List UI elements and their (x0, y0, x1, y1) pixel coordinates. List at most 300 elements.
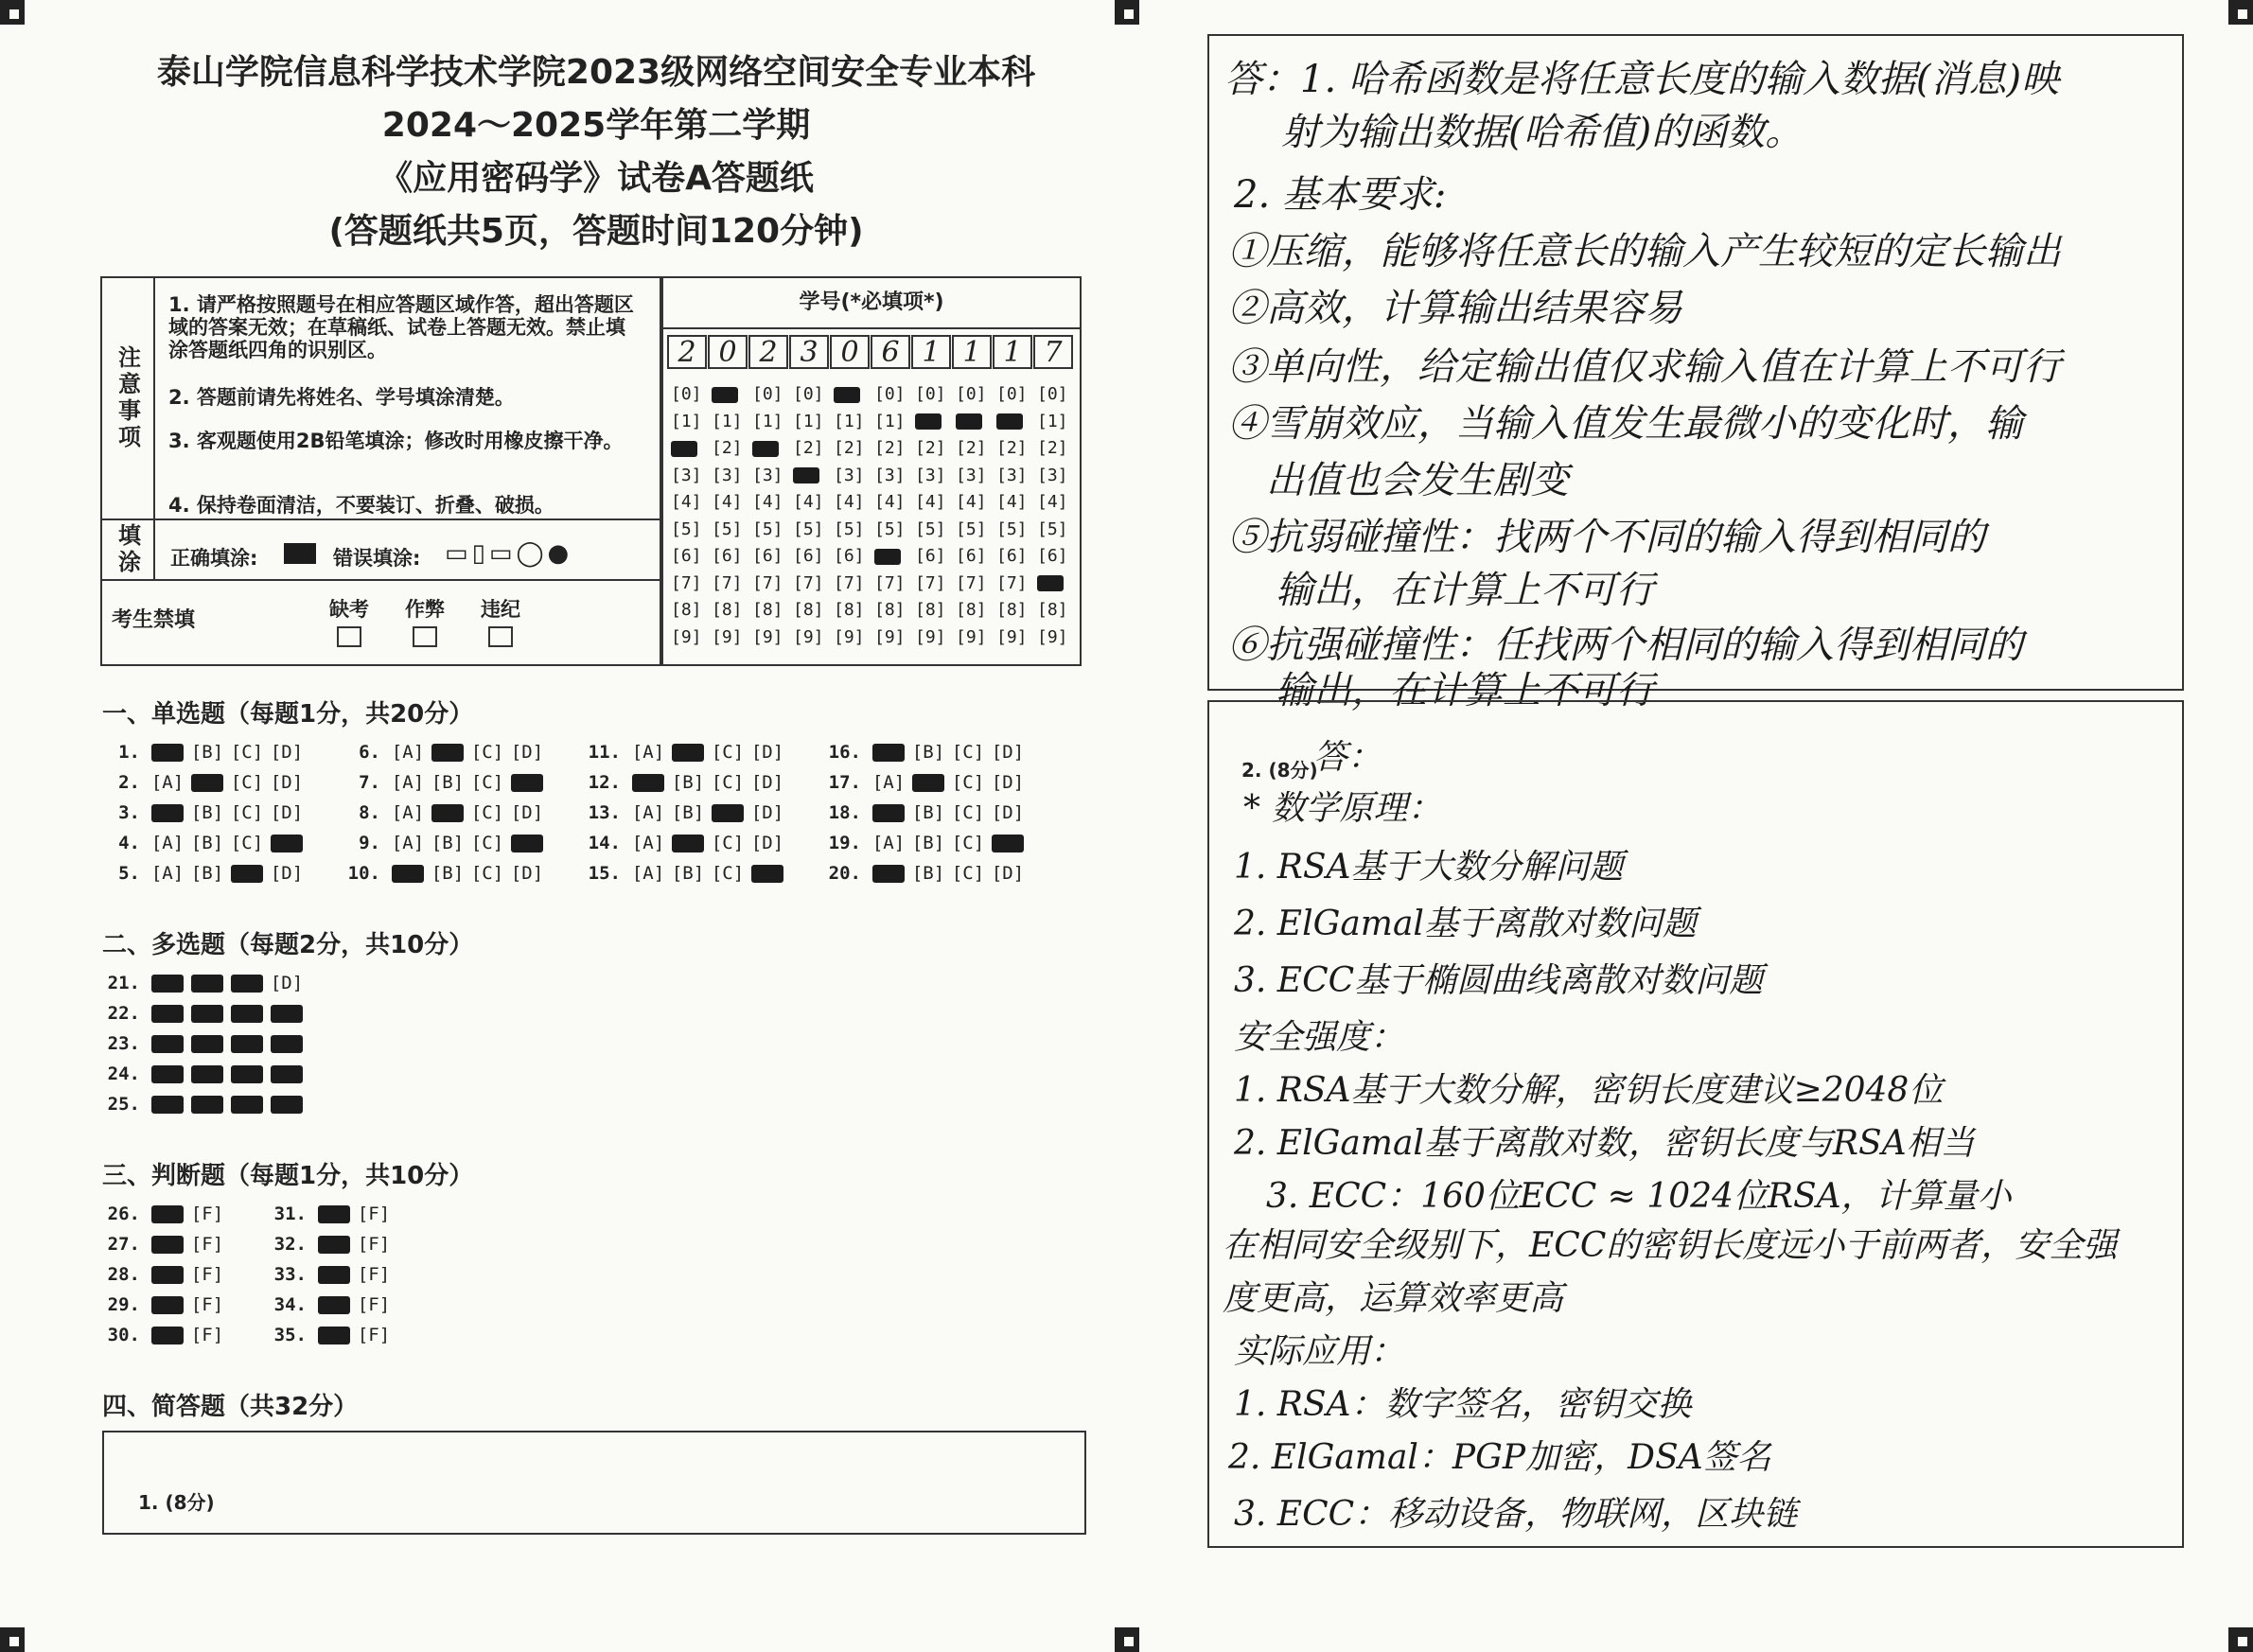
student-id-bubble[interactable]: [4] (834, 492, 865, 512)
answer-bubble[interactable]: [D] (510, 742, 544, 763)
student-id-bubble[interactable]: [7] (671, 572, 702, 593)
student-id-bubble[interactable]: [2] (956, 438, 987, 458)
student-id-bubble[interactable]: [3] (874, 465, 906, 485)
student-id-bubble[interactable]: [7] (752, 572, 783, 593)
answer-bubble[interactable]: [C] (711, 833, 745, 853)
question-number: 3. (118, 802, 140, 823)
forbid-checkbox-cheat[interactable] (413, 626, 437, 647)
answer-bubble-filled[interactable] (148, 1003, 187, 1024)
student-id-bubble[interactable]: [9] (956, 626, 987, 647)
multi-choice-question (91, 1063, 307, 1084)
student-id-bubble-filled[interactable] (752, 438, 793, 458)
answer-bubble-filled[interactable] (314, 1294, 354, 1315)
answer-bubble[interactable]: [D] (510, 802, 544, 823)
answer-bubble-filled[interactable] (148, 802, 187, 823)
single-choice-question (812, 833, 1028, 853)
student-id-bubble[interactable]: [0] (671, 384, 702, 404)
student-id-bubble[interactable]: [5] (671, 518, 702, 539)
answer-bubble[interactable]: [D] (750, 802, 784, 823)
student-id-bubble[interactable]: [0] (996, 384, 1028, 404)
student-id-bubble[interactable]: [4] (1037, 492, 1068, 512)
student-id-digit: 2 (667, 335, 707, 369)
student-id-bubble[interactable]: [6] (956, 546, 987, 566)
answer-bubble[interactable]: [B] (911, 802, 945, 823)
student-id-bubble[interactable]: [8] (712, 600, 743, 620)
student-id-digit: 6 (871, 335, 910, 369)
answer-bubble[interactable]: [C] (470, 772, 504, 793)
student-id-bubble[interactable]: [5] (834, 518, 865, 539)
answer-bubble[interactable]: [A] (631, 863, 665, 884)
answer-box-q2[interactable] (1207, 700, 2184, 1548)
answer-bubble-filled[interactable] (227, 1063, 267, 1084)
answer-bubble[interactable]: [B] (671, 802, 705, 823)
student-id-bubble[interactable]: [6] (915, 546, 946, 566)
student-id-bubble[interactable]: [8] (996, 600, 1028, 620)
answer-bubble[interactable]: [A] (631, 742, 665, 763)
answer-bubble[interactable]: [A] (871, 833, 906, 853)
student-id-bubble[interactable]: [9] (752, 626, 783, 647)
answer-bubble[interactable]: [F] (357, 1325, 391, 1345)
judge-question (257, 1204, 394, 1224)
answer-bubble-filled[interactable] (148, 973, 187, 993)
answer-bubble-filled[interactable] (988, 833, 1028, 853)
student-id-bubble[interactable]: [3] (752, 465, 783, 485)
student-id-bubble[interactable]: [8] (874, 600, 906, 620)
student-id-bubble[interactable]: [7] (874, 572, 906, 593)
fill-label: 填涂 (102, 520, 155, 581)
q1-label: 1. (8分) (138, 1491, 215, 1514)
student-id-bubble-row (671, 600, 1078, 620)
answer-bubble[interactable]: [B] (190, 863, 224, 884)
answer-bubble-filled[interactable] (187, 772, 227, 793)
forbid-option-absent[interactable] (329, 594, 369, 647)
answer-bubble-filled[interactable] (187, 1003, 227, 1024)
answer-bubble-filled[interactable] (628, 772, 668, 793)
answer-bubble[interactable]: [C] (711, 772, 745, 793)
student-id-bubble[interactable]: [5] (752, 518, 783, 539)
answer-q2-line: 3. ECC基于椭圆曲线离散对数问题 (1234, 961, 1764, 1000)
question-number: 30. (107, 1325, 140, 1345)
student-id-bubble[interactable]: [4] (671, 492, 702, 512)
answer-bubble[interactable]: [A] (391, 742, 425, 763)
answer-bubble-filled[interactable] (227, 1094, 267, 1115)
student-id-bubble[interactable]: [4] (956, 492, 987, 512)
answer-bubble[interactable]: [C] (230, 802, 264, 823)
answer-bubble-filled[interactable] (187, 973, 227, 993)
forbid-checkbox-violate[interactable] (488, 626, 513, 647)
student-id-bubble[interactable]: [3] (1037, 465, 1068, 485)
single-choice-question (812, 742, 1028, 763)
answer-bubble[interactable]: [D] (991, 802, 1025, 823)
student-id-digits (667, 335, 1074, 369)
question-number: 9. (359, 833, 380, 853)
student-id-bubble[interactable]: [8] (915, 600, 946, 620)
answer-bubble-filled[interactable] (748, 863, 787, 884)
answer-q1-line: 答：1. 哈希函数是将任意长度的输入数据(消息)映 (1224, 58, 2060, 101)
answer-bubble[interactable]: [B] (431, 863, 465, 884)
student-id-bubble[interactable]: [4] (874, 492, 906, 512)
student-id-bubble[interactable]: [3] (956, 465, 987, 485)
answer-bubble-filled[interactable] (908, 772, 948, 793)
multi-choice-question (91, 973, 307, 993)
answer-bubble[interactable]: [F] (190, 1234, 224, 1255)
answer-bubble-filled[interactable] (267, 1063, 307, 1084)
student-id-bubble[interactable]: [6] (671, 546, 702, 566)
answer-bubble-filled[interactable] (428, 742, 467, 763)
student-id-bubble[interactable]: [4] (712, 492, 743, 512)
student-id-bubble[interactable]: [6] (834, 546, 865, 566)
answer-bubble[interactable]: [D] (270, 742, 304, 763)
student-id-bubble[interactable]: [0] (915, 384, 946, 404)
student-id-bubble[interactable]: [1] (671, 411, 702, 431)
question-number: 29. (107, 1294, 140, 1315)
student-id-bubble[interactable]: [0] (1037, 384, 1068, 404)
question-number: 14. (588, 833, 621, 853)
answer-bubble-filled[interactable] (227, 973, 267, 993)
student-id-bubble[interactable]: [3] (671, 465, 702, 485)
judge-question (91, 1204, 227, 1224)
answer-q2-line: 1. RSA基于大数分解问题 (1234, 848, 1624, 887)
answer-bubble-filled[interactable] (227, 1003, 267, 1024)
answer-bubble[interactable]: [B] (911, 833, 945, 853)
answer-bubble[interactable]: [F] (190, 1204, 224, 1224)
student-id-bubble[interactable]: [8] (793, 600, 824, 620)
answer-bubble[interactable]: [F] (357, 1294, 391, 1315)
student-id-bubble[interactable]: [3] (834, 465, 865, 485)
student-id-bubble-filled[interactable] (915, 412, 956, 431)
student-id-bubble[interactable]: [8] (834, 600, 865, 620)
student-id-bubble[interactable]: [1] (834, 411, 865, 431)
answer-bubble-filled[interactable] (148, 742, 187, 763)
correct-fill-label: 正确填涂: (170, 547, 258, 570)
student-id-bubble[interactable]: [9] (874, 626, 906, 647)
single-choice-question (572, 863, 787, 884)
answer-bubble-filled[interactable] (187, 1094, 227, 1115)
answer-bubble[interactable]: [A] (391, 772, 425, 793)
answer-bubble[interactable]: [F] (190, 1264, 224, 1285)
answer-q1-line: 出值也会发生剧变 (1266, 459, 1569, 502)
answer-bubble-filled[interactable] (187, 1063, 227, 1084)
answer-q1-line: ①压缩，能够将任意长的输入产生较短的定长输出 (1228, 230, 2061, 273)
answer-bubble[interactable]: [C] (470, 833, 504, 853)
student-id-bubble[interactable]: [2] (793, 438, 824, 458)
student-id-bubble-filled[interactable] (996, 412, 1037, 431)
answer-bubble-filled[interactable] (148, 1063, 187, 1084)
answer-bubble-filled[interactable] (668, 833, 708, 853)
answer-bubble[interactable]: [B] (431, 833, 465, 853)
student-id-bubble[interactable]: [8] (956, 600, 987, 620)
answer-bubble-filled[interactable] (148, 1294, 187, 1315)
wrong-fill-samples: ▭▯▭◯● (445, 539, 573, 568)
single-choice-question (812, 772, 1028, 793)
student-id-bubble[interactable]: [5] (712, 518, 743, 539)
student-id-bubble[interactable]: [3] (996, 465, 1028, 485)
answer-bubble[interactable]: [A] (150, 772, 185, 793)
student-id-bubble[interactable]: [4] (793, 492, 824, 512)
judge-question (257, 1325, 394, 1345)
student-id-bubble[interactable]: [9] (712, 626, 743, 647)
answer-bubble-filled[interactable] (267, 833, 307, 853)
answer-q1-line: ⑤抗弱碰撞性：找两个不同的输入得到相同的 (1228, 516, 1985, 559)
answer-bubble-filled[interactable] (314, 1264, 354, 1285)
answer-bubble-filled[interactable] (267, 1003, 307, 1024)
question-number: 27. (107, 1234, 140, 1255)
student-id-bubble-row (671, 546, 1078, 566)
section-single-title: 一、单选题（每题1分，共20分） (102, 700, 474, 729)
student-id-bubble[interactable]: [3] (712, 465, 743, 485)
student-id-title: 学号(*必填项*) (663, 278, 1080, 329)
student-id-bubble-filled[interactable] (956, 412, 996, 431)
question-number: 6. (359, 742, 380, 763)
student-id-bubble[interactable]: [5] (996, 518, 1028, 539)
student-id-bubble[interactable]: [0] (793, 384, 824, 404)
student-id-bubble[interactable]: [9] (1037, 626, 1068, 647)
student-id-bubble[interactable]: [2] (1037, 438, 1068, 458)
single-choice-question (331, 833, 547, 853)
notice-box (100, 276, 661, 666)
answer-bubble[interactable]: [D] (991, 772, 1025, 793)
answer-bubble[interactable]: [C] (711, 863, 745, 884)
answer-bubble[interactable]: [B] (190, 742, 224, 763)
short-answer-q1-box[interactable] (102, 1431, 1086, 1535)
judge-question (257, 1264, 394, 1285)
student-id-bubble[interactable]: [1] (874, 411, 906, 431)
answer-bubble-filled[interactable] (314, 1325, 354, 1345)
student-id-bubble[interactable]: [1] (752, 411, 783, 431)
question-number: 24. (107, 1063, 140, 1084)
answer-bubble[interactable]: [C] (230, 742, 264, 763)
answer-bubble[interactable]: [D] (270, 772, 304, 793)
student-id-bubble[interactable]: [7] (834, 572, 865, 593)
answer-q1-line: ③单向性，给定输出值仅求输入值在计算上不可行 (1228, 345, 2061, 389)
student-id-bubble[interactable]: [6] (712, 546, 743, 566)
student-id-bubble[interactable]: [2] (712, 438, 743, 458)
student-id-bubble[interactable]: [1] (712, 411, 743, 431)
student-id-bubble[interactable]: [1] (793, 411, 824, 431)
single-choice-question (91, 863, 307, 884)
student-id-bubble-filled[interactable] (874, 546, 915, 566)
student-id-bubble[interactable]: [9] (915, 626, 946, 647)
answer-bubble[interactable]: [A] (391, 802, 425, 823)
answer-bubble-filled[interactable] (148, 1094, 187, 1115)
answer-bubble-filled[interactable] (187, 1033, 227, 1054)
answer-bubble[interactable]: [A] (150, 863, 185, 884)
question-number: 7. (359, 772, 380, 793)
student-id-bubble[interactable]: [2] (996, 438, 1028, 458)
answer-bubble[interactable]: [B] (911, 742, 945, 763)
student-id-bubble[interactable]: [4] (752, 492, 783, 512)
answer-bubble[interactable]: [D] (270, 973, 304, 993)
student-id-bubble[interactable]: [6] (752, 546, 783, 566)
student-id-bubble[interactable]: [7] (793, 572, 824, 593)
student-id-bubble[interactable]: [5] (793, 518, 824, 539)
student-id-bubble[interactable]: [4] (915, 492, 946, 512)
student-id-bubble[interactable]: [1] (1037, 411, 1068, 431)
student-id-bubble-filled[interactable] (1037, 573, 1078, 593)
answer-bubble[interactable]: [A] (871, 772, 906, 793)
student-id-digit: 2 (748, 335, 788, 369)
student-id-bubble-filled[interactable] (671, 438, 712, 458)
answer-bubble-filled[interactable] (428, 802, 467, 823)
answer-bubble-filled[interactable] (388, 863, 428, 884)
question-number: 4. (118, 833, 140, 853)
question-number: 31. (273, 1204, 307, 1224)
student-id-bubble-row (671, 412, 1078, 431)
answer-bubble[interactable]: [C] (951, 863, 985, 884)
answer-bubble[interactable]: [F] (357, 1264, 391, 1285)
answer-bubble[interactable]: [F] (190, 1294, 224, 1315)
answer-bubble-filled[interactable] (148, 1264, 187, 1285)
student-id-bubble[interactable]: [6] (996, 546, 1028, 566)
student-id-bubble-filled[interactable] (712, 384, 752, 404)
corner-mark-bottom-left (0, 1627, 25, 1652)
answer-bubble-filled[interactable] (148, 1234, 187, 1255)
student-id-bubble[interactable]: [9] (793, 626, 824, 647)
student-id-bubble[interactable]: [7] (712, 572, 743, 593)
answer-bubble[interactable]: [F] (357, 1234, 391, 1255)
question-number: 33. (273, 1264, 307, 1285)
answer-bubble-filled[interactable] (869, 742, 908, 763)
student-id-bubble[interactable]: [6] (1037, 546, 1068, 566)
forbid-option-violate[interactable] (481, 594, 520, 647)
exam-header-line1: 泰山学院信息科学技术学院2023级网络空间安全专业本科 (156, 53, 1036, 92)
answer-bubble[interactable]: [B] (671, 772, 705, 793)
student-id-bubble[interactable]: [5] (1037, 518, 1068, 539)
student-id-bubble[interactable]: [7] (915, 572, 946, 593)
student-id-bubble[interactable]: [2] (915, 438, 946, 458)
student-id-bubble[interactable]: [9] (671, 626, 702, 647)
single-choice-question (572, 772, 787, 793)
student-id-bubble-filled[interactable] (834, 384, 874, 404)
student-id-bubble-row (671, 438, 1078, 458)
student-id-bubble[interactable]: [3] (915, 465, 946, 485)
student-id-bubble[interactable]: [8] (752, 600, 783, 620)
forbid-checkbox-absent[interactable] (337, 626, 361, 647)
answer-bubble[interactable]: [A] (391, 833, 425, 853)
answer-bubble[interactable]: [B] (190, 833, 224, 853)
answer-bubble-filled[interactable] (267, 1033, 307, 1054)
single-choice-question (572, 742, 787, 763)
single-choice-question (572, 802, 787, 823)
answer-bubble[interactable]: [B] (911, 863, 945, 884)
question-number: 10. (347, 863, 380, 884)
answer-bubble[interactable]: [C] (711, 742, 745, 763)
exam-header-line4: (答题纸共5页，答题时间120分钟) (328, 212, 864, 251)
student-id-digit: 1 (993, 335, 1032, 369)
answer-bubble[interactable]: [C] (230, 772, 264, 793)
answer-bubble[interactable]: [A] (150, 833, 185, 853)
answer-bubble[interactable]: [B] (671, 863, 705, 884)
answer-bubble-filled[interactable] (314, 1204, 354, 1224)
student-id-bubble[interactable]: [7] (996, 572, 1028, 593)
student-id-bubble[interactable]: [5] (956, 518, 987, 539)
answer-bubble[interactable]: [C] (951, 802, 985, 823)
question-number: 25. (107, 1094, 140, 1115)
answer-bubble[interactable]: [D] (270, 863, 304, 884)
student-id-bubble[interactable]: [2] (874, 438, 906, 458)
answer-bubble-filled[interactable] (267, 1094, 307, 1115)
answer-bubble[interactable]: [C] (470, 802, 504, 823)
answer-q1-line: ⑥抗强碰撞性：任找两个相同的输入得到相同的 (1228, 624, 2023, 667)
answer-bubble[interactable]: [C] (230, 833, 264, 853)
answer-bubble-filled[interactable] (507, 833, 547, 853)
answer-bubble[interactable]: [F] (190, 1325, 224, 1345)
student-id-bubble[interactable]: [0] (874, 384, 906, 404)
student-id-digit: 1 (911, 335, 951, 369)
student-id-bubble-filled[interactable] (793, 466, 834, 485)
student-id-bubble[interactable]: [5] (915, 518, 946, 539)
answer-bubble[interactable]: [A] (631, 802, 665, 823)
multi-choice-question (91, 1003, 307, 1024)
student-id-bubble[interactable]: [9] (996, 626, 1028, 647)
student-id-bubble[interactable]: [8] (1037, 600, 1068, 620)
answer-bubble[interactable]: [D] (991, 863, 1025, 884)
question-number: 18. (828, 802, 861, 823)
answer-bubble[interactable]: [D] (750, 833, 784, 853)
answer-bubble[interactable]: [D] (510, 863, 544, 884)
student-id-bubble[interactable]: [9] (834, 626, 865, 647)
question-number: 35. (273, 1325, 307, 1345)
answer-bubble-filled[interactable] (507, 772, 547, 793)
question-number: 17. (828, 772, 861, 793)
answer-bubble-filled[interactable] (708, 802, 748, 823)
answer-bubble[interactable]: [D] (750, 772, 784, 793)
answer-bubble[interactable]: [B] (431, 772, 465, 793)
answer-box-q1[interactable] (1207, 34, 2184, 712)
answer-bubble-filled[interactable] (869, 802, 908, 823)
answer-bubble-filled[interactable] (148, 1325, 187, 1345)
section-short-title: 四、简答题（共32分） (102, 1393, 359, 1421)
answer-bubble[interactable]: [C] (951, 742, 985, 763)
student-id-bubble[interactable]: [6] (793, 546, 824, 566)
answer-bubble-filled[interactable] (314, 1234, 354, 1255)
answer-bubble[interactable]: [C] (951, 772, 985, 793)
student-id-bubble[interactable]: [8] (671, 600, 702, 620)
judge-question (91, 1294, 227, 1315)
answer-bubble[interactable]: [B] (190, 802, 224, 823)
answer-q1-line: 射为输出数据(哈希值)的函数。 (1281, 111, 1804, 154)
student-id-bubble[interactable]: [5] (874, 518, 906, 539)
answer-q2-line: 在相同安全级别下，ECC的密钥长度远小于前两者，安全强 (1223, 1226, 2118, 1265)
answer-bubble[interactable]: [A] (631, 833, 665, 853)
student-id-bubble[interactable]: [2] (834, 438, 865, 458)
answer-bubble[interactable]: [D] (991, 742, 1025, 763)
multi-choice-question (91, 1094, 307, 1115)
answer-bubble-filled[interactable] (148, 1204, 187, 1224)
student-id-bubble[interactable]: [7] (956, 572, 987, 593)
answer-bubble[interactable]: [D] (270, 802, 304, 823)
student-id-bubble[interactable]: [0] (956, 384, 987, 404)
forbid-option-cheat[interactable] (405, 594, 445, 647)
answer-bubble[interactable]: [C] (470, 863, 504, 884)
answer-bubble[interactable]: [C] (951, 833, 985, 853)
answer-bubble-filled[interactable] (148, 1033, 187, 1054)
answer-bubble[interactable]: [D] (750, 742, 784, 763)
answer-bubble-filled[interactable] (668, 742, 708, 763)
answer-bubble[interactable]: [F] (357, 1204, 391, 1224)
student-id-bubble[interactable]: [0] (752, 384, 783, 404)
answer-bubble-filled[interactable] (869, 863, 908, 884)
answer-q2-line: 度更高，运算效率更高 (1223, 1279, 1564, 1318)
answer-bubble[interactable]: [C] (470, 742, 504, 763)
student-id-digit: 1 (952, 335, 992, 369)
corner-mark-top-middle (1115, 0, 1139, 25)
answer-bubble-filled[interactable] (227, 1033, 267, 1054)
question-number: 32. (273, 1234, 307, 1255)
single-choice-question (91, 833, 307, 853)
student-id-bubble[interactable]: [4] (996, 492, 1028, 512)
answer-bubble-filled[interactable] (227, 863, 267, 884)
